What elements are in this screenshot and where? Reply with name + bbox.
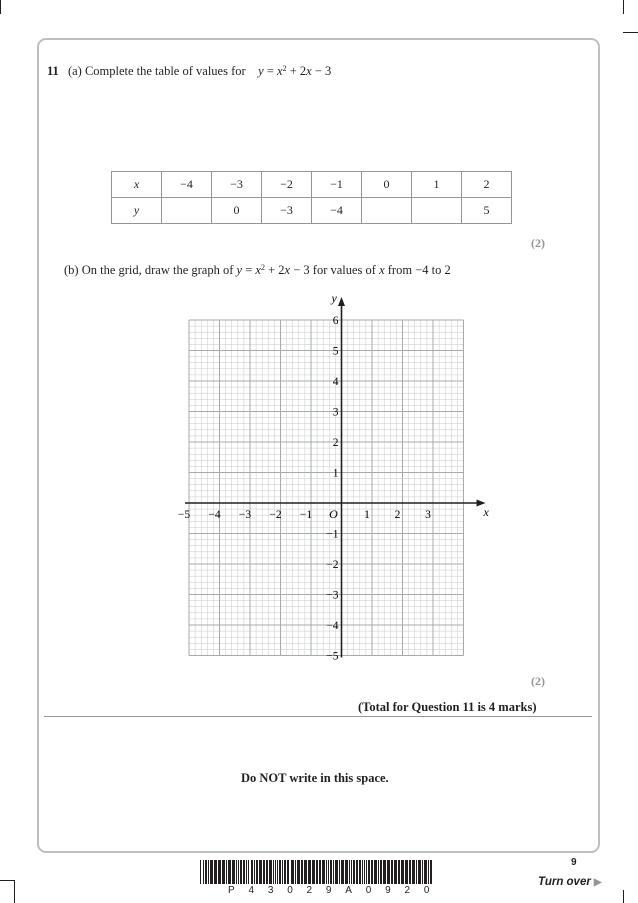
barcode-bar: [353, 860, 355, 884]
x-cell: 0: [362, 172, 412, 198]
barcode-bar: [246, 860, 247, 884]
y-tick-label: −2: [326, 559, 339, 571]
barcode-bar: [232, 860, 235, 884]
question-number: 11: [47, 64, 59, 78]
y-tick-label: −3: [326, 589, 339, 602]
barcode-icon: [200, 860, 436, 886]
barcode-bar: [391, 860, 393, 884]
barcode-bar: [222, 860, 225, 884]
barcode-bar: [266, 860, 268, 884]
barcode-bar: [364, 860, 365, 884]
part-a-text: Complete the table of values for: [84, 64, 246, 78]
barcode-bar: [228, 860, 231, 884]
y-tick-label: 2: [332, 437, 339, 449]
question-11b-line: (b) On the grid, draw the graph of $y = x^2 + 2x - 3$ for values of x from −4 to 2: [64, 263, 451, 277]
barcode-bar: [341, 860, 344, 884]
barcode-bar: [330, 860, 332, 884]
barcode-bar: [297, 860, 300, 884]
x-cell: −3: [212, 172, 262, 198]
barcode-bar: [304, 860, 307, 884]
barcode-bar: [308, 860, 311, 884]
barcode-bar: [416, 860, 417, 884]
barcode-bar: [203, 860, 204, 884]
barcode-bar: [394, 860, 397, 884]
barcode-bar: [356, 860, 358, 884]
y-cell: −4: [312, 198, 362, 224]
x-cell: 2: [462, 172, 512, 198]
barcode-bar: [371, 860, 373, 884]
barcode-bar: [287, 860, 289, 884]
barcode-bar: [362, 860, 363, 884]
barcode-bar: [277, 860, 278, 884]
barcode-bar: [238, 860, 239, 884]
barcode-bar: [428, 860, 429, 884]
barcode-bar: [378, 860, 379, 884]
barcode-bar: [254, 860, 255, 884]
barcode-bar: [401, 860, 404, 884]
barcode-bar: [405, 860, 408, 884]
barcode-bar: [322, 860, 325, 884]
x-cell: 1: [412, 172, 462, 198]
barcode-bar: [412, 860, 415, 884]
y-cell: 0: [212, 198, 262, 224]
barcode-bar: [218, 860, 221, 884]
barcode-bar: [200, 860, 201, 884]
barcode-bar: [312, 860, 315, 884]
barcode-bar: [328, 860, 329, 884]
do-not-write-notice: Do NOT write in this space.: [241, 771, 389, 785]
part-a-marks: (2): [531, 236, 545, 250]
x-tick-label: 2: [394, 509, 401, 521]
y-tick-label: 6: [332, 315, 339, 327]
barcode-bar: [226, 860, 227, 884]
barcode-bar: [345, 860, 348, 884]
barcode-bar: [259, 860, 262, 884]
barcode-bar: [205, 860, 207, 884]
part-a-label: (a): [67, 64, 82, 78]
major-grid-lines: [189, 320, 464, 656]
barcode-bar: [214, 860, 217, 884]
x-tick-label: 1: [364, 509, 370, 521]
barcode-bar: [295, 860, 296, 884]
x-tick-label: 3: [425, 509, 431, 521]
barcode-bar: [339, 860, 340, 884]
barcode-bar: [208, 860, 209, 884]
x-cell: −2: [262, 172, 312, 198]
minor-grid-lines: [189, 320, 464, 656]
barcode-bar: [251, 860, 253, 884]
y-cell: 5: [462, 198, 512, 224]
barcode-bar: [282, 860, 283, 884]
barcode-bar: [326, 860, 327, 884]
origin-label: O: [329, 507, 338, 521]
barcode-bar: [269, 860, 272, 884]
barcode-bar: [256, 860, 258, 884]
barcode-bar: [374, 860, 377, 884]
barcode-bar: [240, 860, 242, 884]
y-cell: −3: [262, 198, 312, 224]
y-tick-label: −5: [326, 650, 339, 663]
x-cell: −1: [312, 172, 362, 198]
barcode-bar: [368, 860, 370, 884]
y-tick-label: 4: [332, 376, 339, 388]
barcode-bar: [333, 860, 334, 884]
barcode-bar: [301, 860, 303, 884]
y-axis-arrow-icon: [338, 297, 345, 306]
equation: $y = x^2 + 2x - 3$: [258, 64, 332, 78]
barcode-bar: [319, 860, 321, 884]
triangle-right-icon: ▶: [593, 877, 602, 888]
barcode-bar: [351, 860, 352, 884]
part-b-marks: (2): [531, 674, 545, 688]
x-tick-label: −2: [269, 509, 282, 521]
row-label-x: x: [112, 172, 162, 198]
barcode-bar: [387, 860, 390, 884]
divider: [44, 716, 592, 717]
barcode-bar: [243, 860, 245, 884]
y-tick-label: 5: [332, 345, 339, 358]
y-tick-label: 1: [332, 467, 339, 480]
barcode-bar: [210, 860, 213, 884]
x-tick-label: −5: [177, 509, 191, 521]
barcode-bar: [430, 860, 432, 884]
barcode-bar: [398, 860, 400, 884]
barcode-bar: [359, 860, 361, 884]
barcode-bar: [380, 860, 382, 884]
barcode-bar: [418, 860, 421, 884]
barcode-bar: [263, 860, 265, 884]
y-tick-label: −4: [326, 620, 339, 632]
barcode-bar: [275, 860, 276, 884]
x-axis-label: x: [483, 505, 489, 519]
barcode-text: P43029A0920: [228, 885, 444, 896]
barcode-bar: [248, 860, 249, 884]
barcode-bar: [349, 860, 350, 884]
x-tick-label: −3: [238, 509, 252, 521]
barcode-bar: [366, 860, 367, 884]
x-tick-label: −4: [208, 509, 221, 521]
turn-over: Turn over ▶: [538, 876, 602, 888]
x-tick-label: −1: [299, 509, 313, 521]
barcode-bar: [291, 860, 294, 884]
y-axis-label: y: [331, 291, 337, 305]
row-label-y: y: [112, 198, 162, 224]
page-number: 9: [571, 857, 577, 868]
total-marks: (Total for Question 11 is 4 marks): [358, 700, 537, 714]
barcode-bar: [383, 860, 386, 884]
barcode-bar: [316, 860, 318, 884]
x-cell: −4: [162, 172, 212, 198]
barcode-bar: [236, 860, 237, 884]
barcode-bar: [284, 860, 286, 884]
y-tick-label: −1: [326, 528, 339, 541]
barcode-bar: [273, 860, 274, 884]
barcode-bar: [422, 860, 423, 884]
barcode-bar: [279, 860, 281, 884]
barcode-bar: [335, 860, 338, 884]
barcode-bar: [424, 860, 427, 884]
y-tick-label: 3: [332, 406, 339, 419]
barcode-bar: [409, 860, 411, 884]
